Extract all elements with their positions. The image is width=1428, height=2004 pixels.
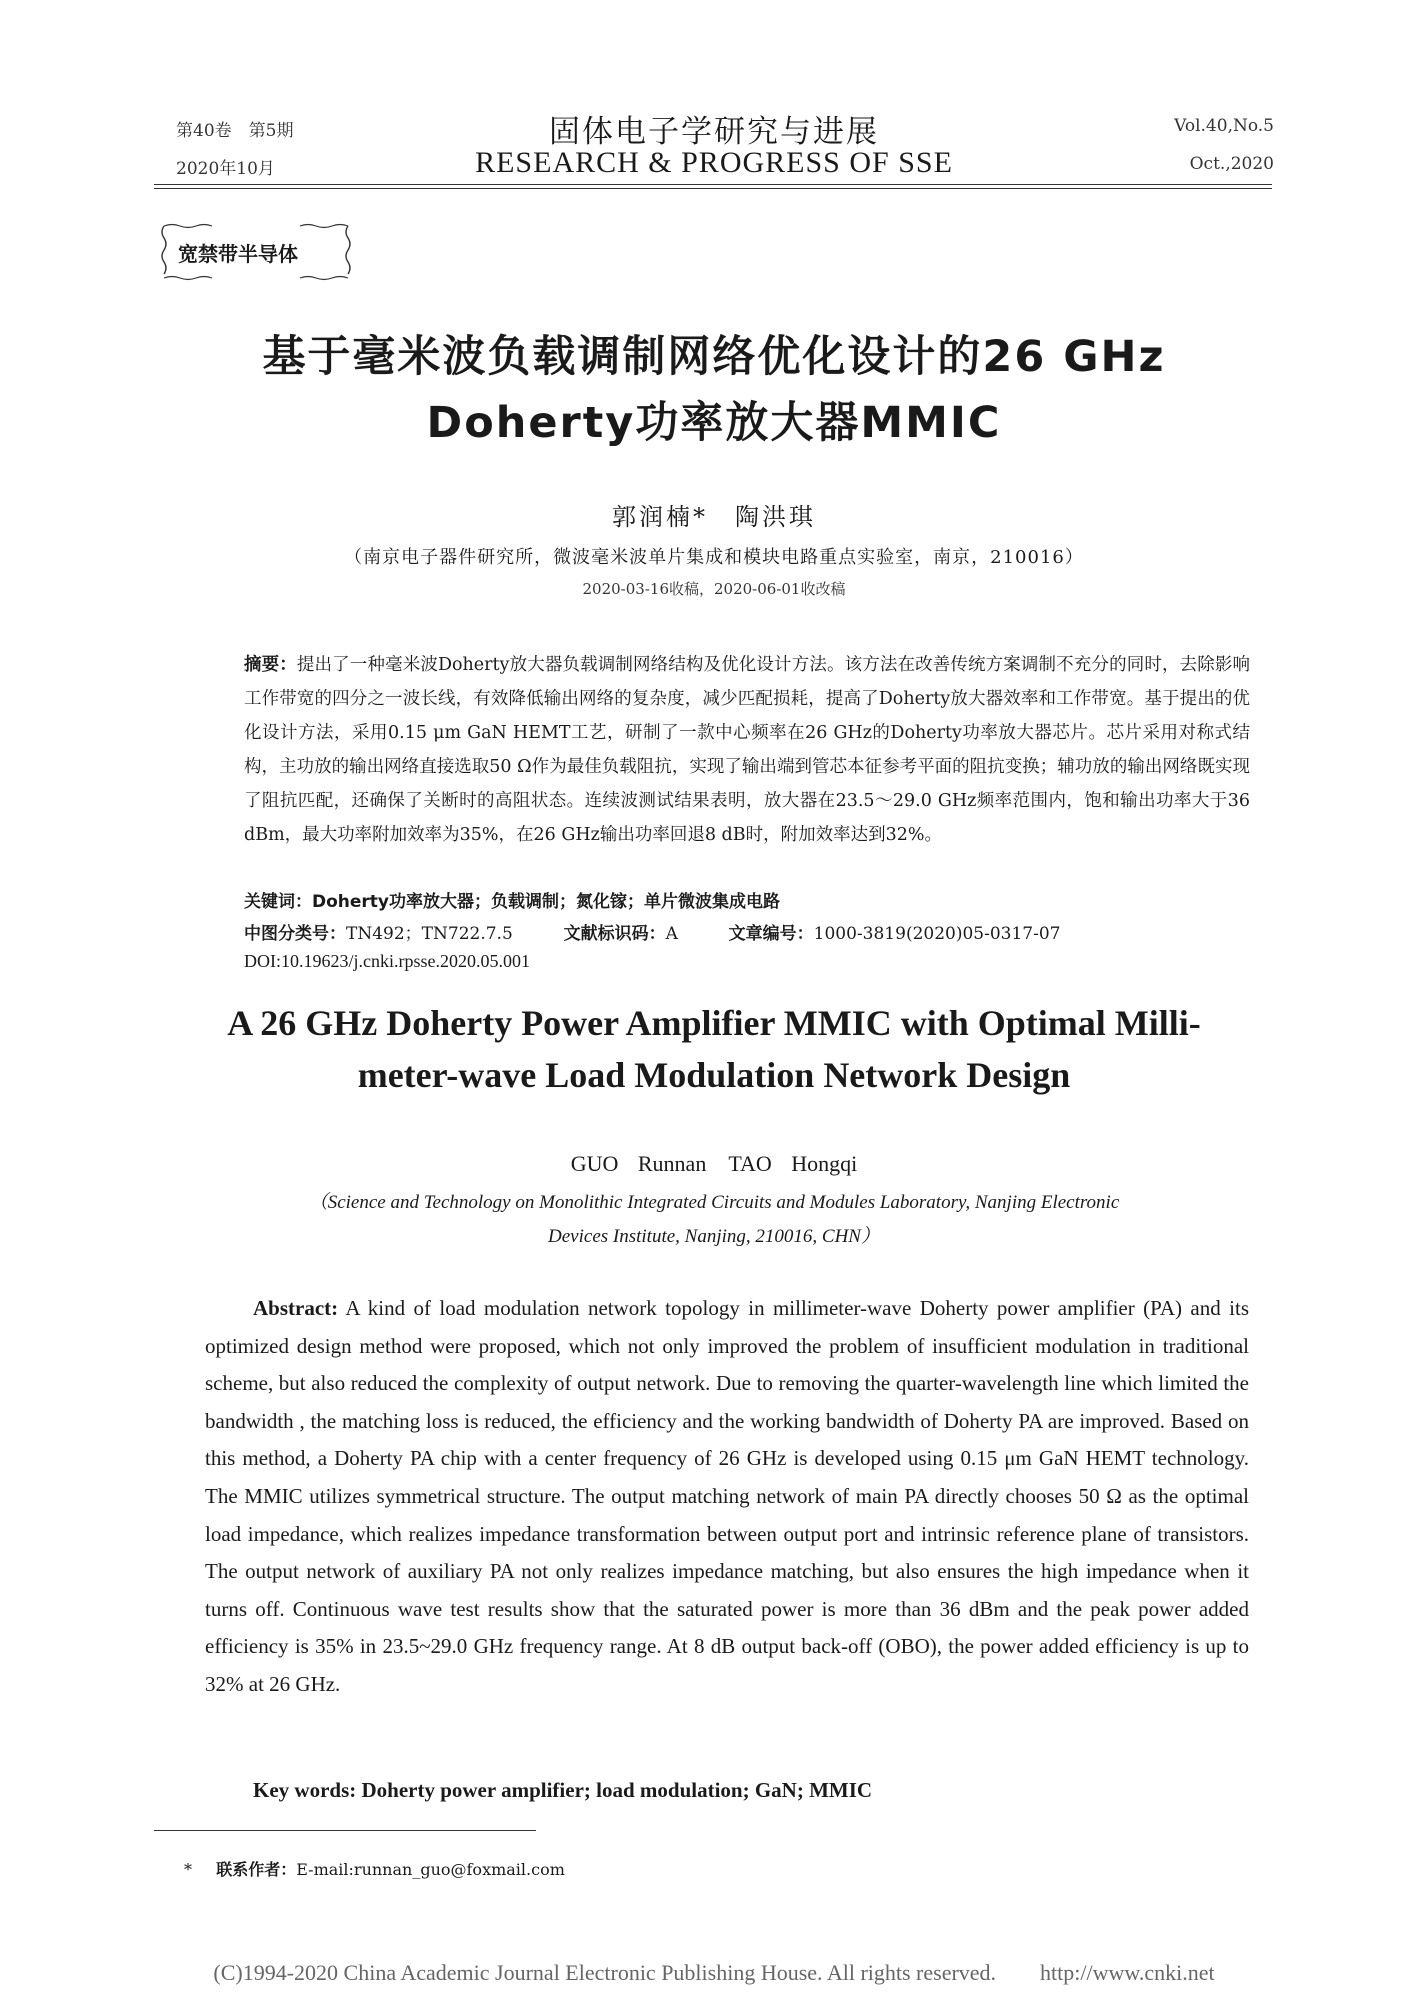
footnote [184,1857,565,1880]
footnote-rule [154,1830,536,1831]
date-en: Oct.,2020 [1189,154,1274,174]
paper-title-cn-line2: Doherty功率放大器MMIC [426,398,1002,448]
classification-line [244,919,1061,944]
affiliation-en-line1: （Science and Technology on Monolithic Integrated Circuits and Modules Laboratory, Nanjing Electronic [308,1192,1120,1213]
keywords-cn-label: 关键词： [244,892,312,912]
received-dates-cn: 2020-03-16收稿，2020-06-01收改稿 [582,580,846,598]
paper-title-en [0,997,1428,1101]
journal-title-en: RESEARCH & PROGRESS OF SSE [475,146,953,179]
date-cn: 2020年10月 [176,159,275,179]
footnote-email: E-mail:runnan_guo@foxmail.com [296,1860,565,1879]
keywords-cn-text: Doherty功率放大器；负载调制；氮化镓；单片微波集成电路 [312,892,781,912]
abstract-cn-label: 摘要： [244,655,297,675]
affiliation-en-line2: Devices Institute, Nanjing, 210016, CHN） [548,1226,880,1247]
article-number-label: 文章编号： [728,924,814,944]
abstract-en-text: A kind of load modulation network topology in millimeter-wave Doherty power amplifier (PA) and its optimized design method were proposed, which not only improved the problem of insufficient modulation in traditional scheme, but also reduced the complexity of output network. Due to removing the quarter-wavelength line which limited the bandwidth , the matching loss is reduced, the efficiency and the working bandwidth of Doherty PA are improved. Based on this method, a Doherty PA chip with a center frequency of 26 GHz is developed using 0.15 μm GaN HEMT technology. The MMIC utilizes symmetrical structure. The output matching network of main PA directly chooses 50 Ω as the optimal load impedance, which realizes impedance transformation between output port and intrinsic reference plane of transistors. The output network of auxiliary PA not only realizes impedance matching, but also ensures the high impedance when it turns off. Continuous wave test results show that the saturated power is more than 36 dBm and the peak power added efficiency is 35% in 23.5~29.0 GHz frequency range. At 8 dB output back-off (OBO), the power added efficiency is up to 32% at 26 GHz. [205,1296,1249,1696]
volume-en: Vol.40,No.5 [1174,116,1274,136]
copyright-notice: (C)1994-2020 China Academic Journal Electronic Publishing House. All rights reserved. http://www.cnki.net [213,1960,1215,1985]
paper-title-cn [0,324,1428,456]
affiliation-cn: （南京电子器件研究所，微波毫米波单片集成和模块电路重点实验室，南京，210016） [344,547,1084,568]
footnote-label: 联系作者： [216,1860,297,1879]
footnote-marker: * [184,1860,192,1879]
abstract-en [205,1290,1249,1704]
section-tag-label: 宽禁带半导体 [178,242,298,266]
authors-en: GUO Runnan TAO Hongqi [570,1151,858,1176]
clc-label: 中图分类号： [244,924,346,944]
header-rule-bottom [154,188,1272,189]
keywords-en: Key words: Doherty power amplifier; load modulation; GaN; MMIC [253,1778,873,1802]
paper-title-en-line1: A 26 GHz Doherty Power Amplifier MMIC with Optimal Milli- [227,1003,1201,1043]
paper-title-en-line2: meter-wave Load Modulation Network Design [357,1055,1071,1095]
paper-title-cn-line1: 基于毫米波负载调制网络优化设计的26 GHz [262,332,1166,382]
article-number-value: 1000-3819(2020)05-0317-07 [813,924,1061,944]
clc-value: TN492；TN722.7.5 [346,924,513,944]
section-tag [158,222,358,282]
header-rule-top [154,184,1272,185]
doc-code-label: 文献标识码： [563,924,666,944]
abstract-cn [244,648,1250,852]
authors-cn: 郭润楠* 陶洪琪 [612,503,816,531]
doi: DOI:10.19623/j.cnki.rpsse.2020.05.001 [244,951,530,971]
abstract-en-label: Abstract: [253,1296,339,1320]
abstract-cn-text: 提出了一种毫米波Doherty放大器负载调制网络结构及优化设计方法。该方法在改善传统方案调制不充分的同时，去除影响工作带宽的四分之一波长线，有效降低输出网络的复杂度，减少匹配损耗，提高了Doherty放大器效率和工作带宽。基于提出的优化设计方法，采用0.15 μm GaN HEMT工艺，研制了一款中心频率在26 GHz的Doherty功率放大器芯片。芯片采用对称式结构，主功放的输出网络直接选取50 Ω作为最佳负载阻抗，实现了输出端到管芯本征参考平面的阻抗变换；辅功放的输出网络既实现了阻抗匹配，还确保了关断时的高阻状态。连续波测试结果表明，放大器在23.5～29.0 GHz频率范围内，饱和输出功率大于36 dBm，最大功率附加效率为35%，在26 GHz输出功率回退8 dB时，附加效率达到32%。 [244,655,1250,845]
doc-code-value: A [665,924,678,944]
affiliation-en [0,1186,1428,1254]
keywords-cn [244,887,780,912]
journal-title-cn: 固体电子学研究与进展 [549,114,879,150]
volume-issue-cn: 第40卷 第5期 [176,121,294,141]
